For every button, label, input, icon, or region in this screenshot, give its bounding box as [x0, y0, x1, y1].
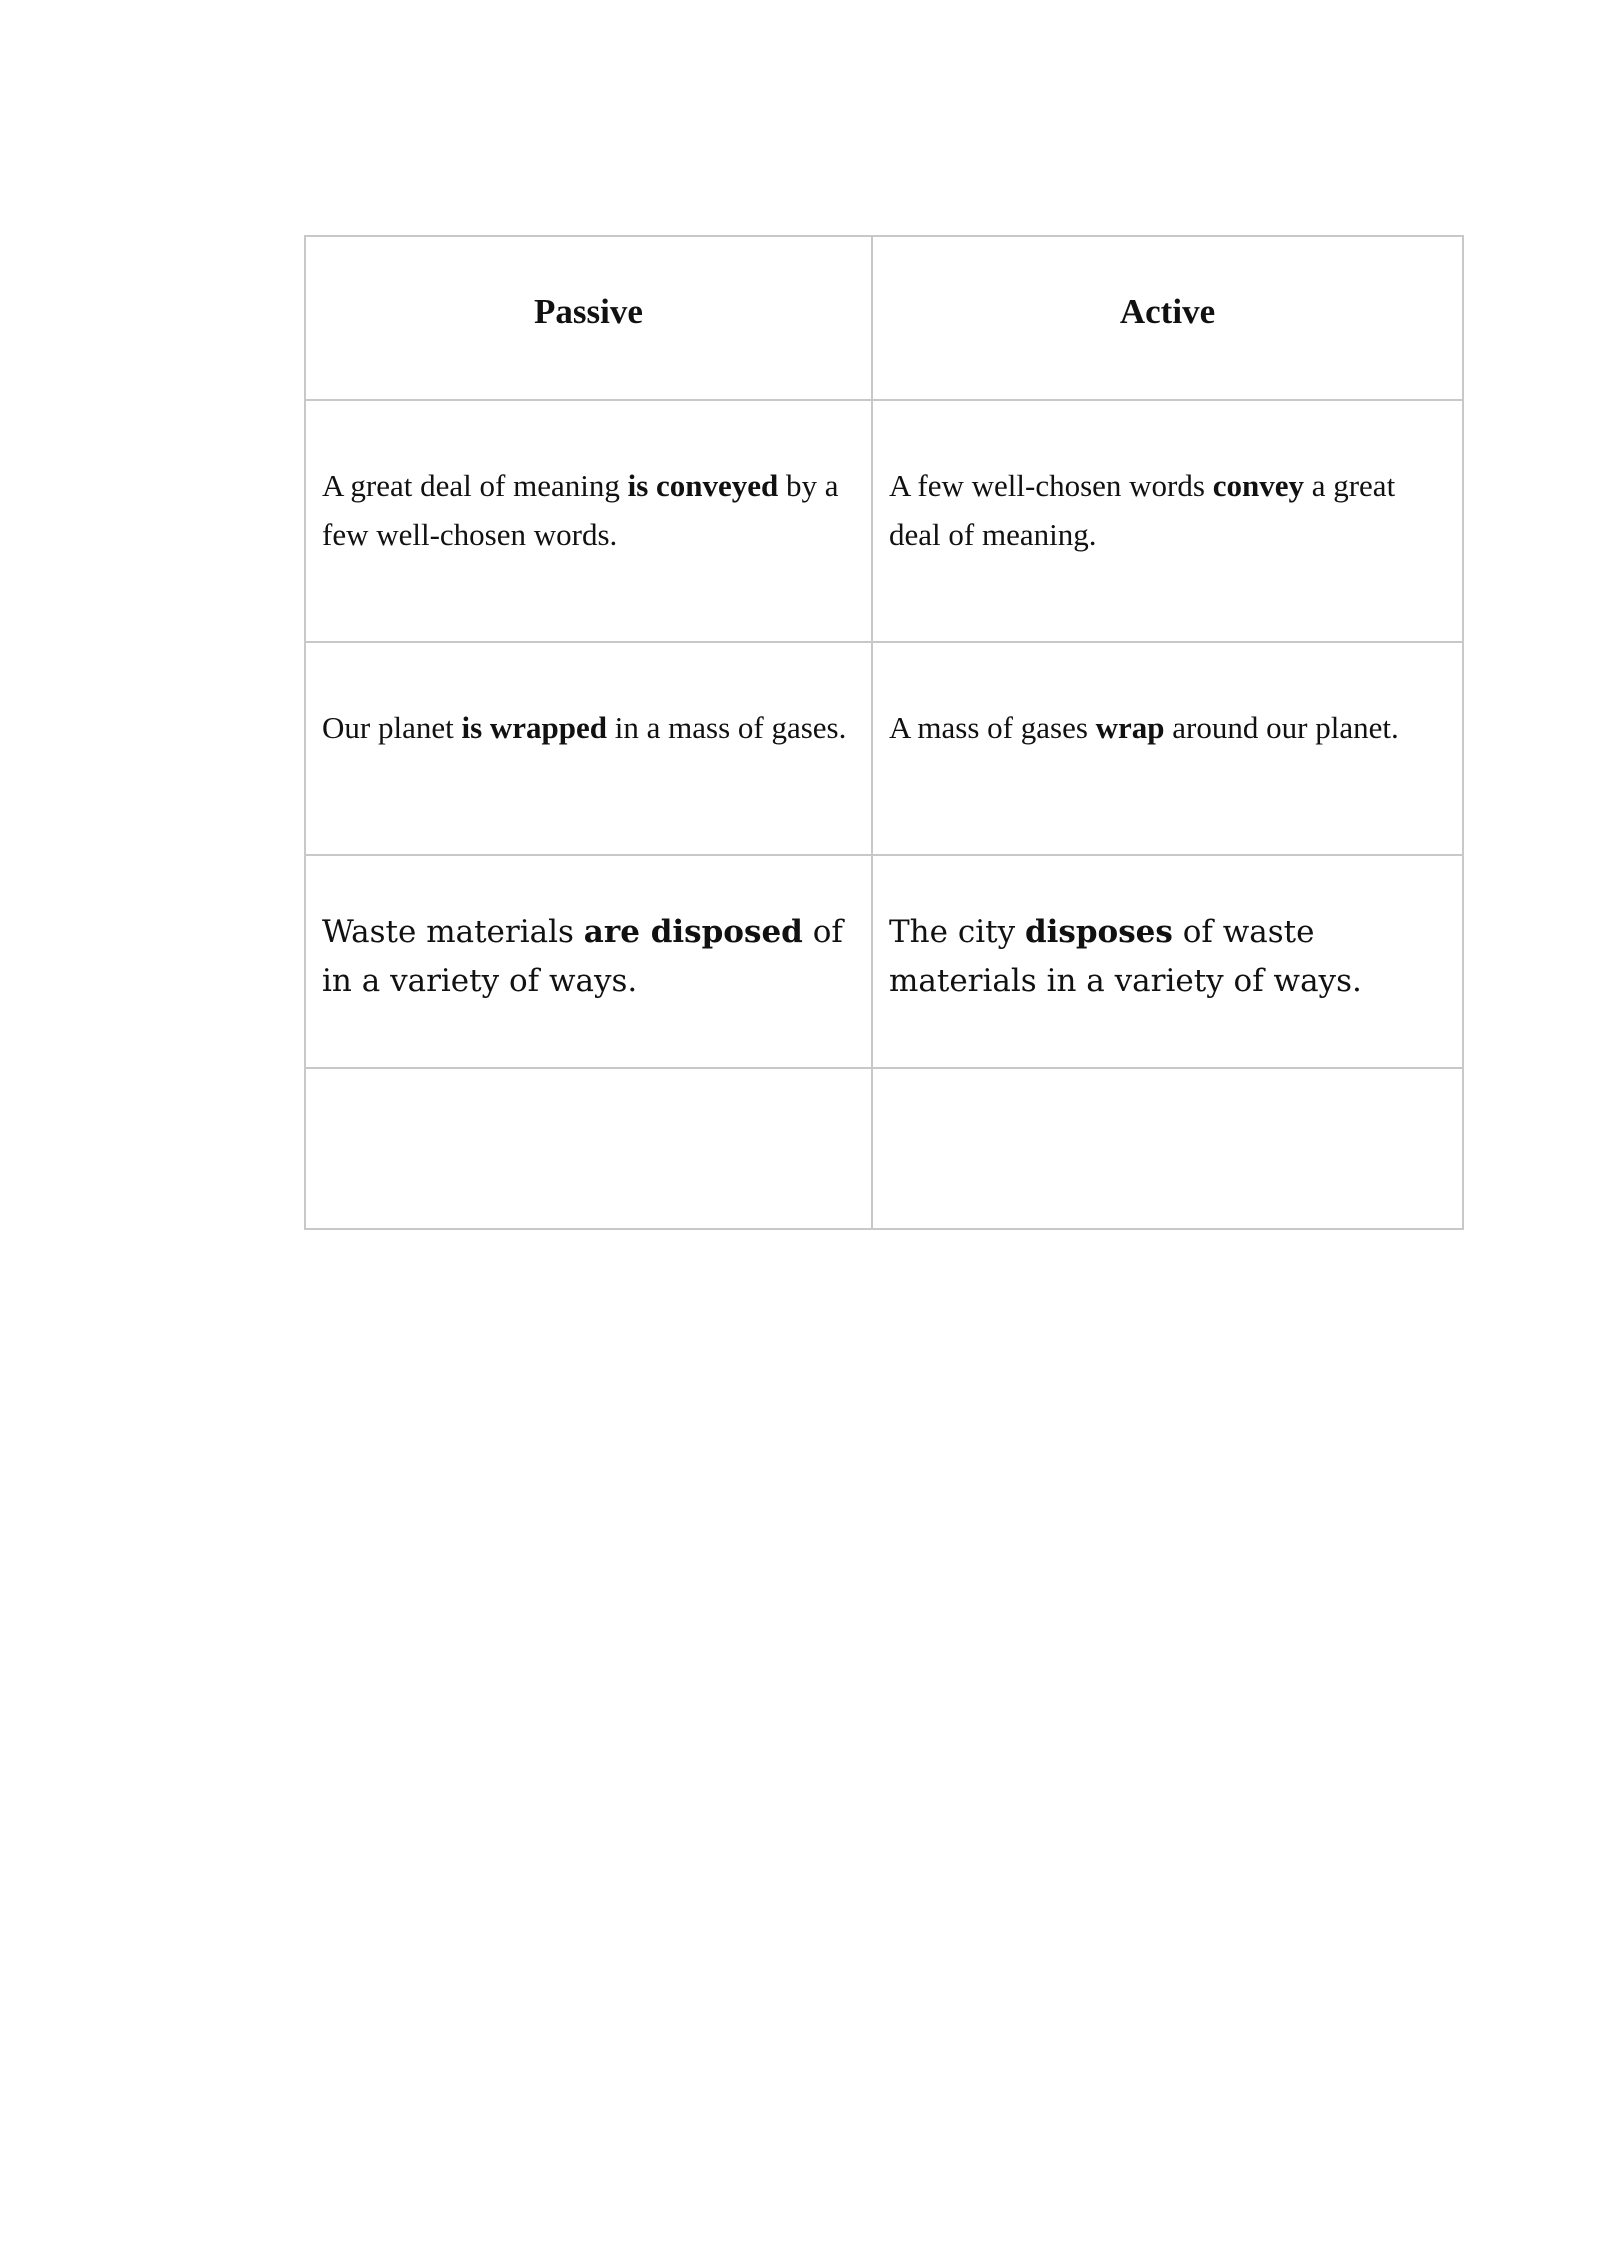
sentence-text: A great deal of meaning	[322, 468, 628, 503]
verb-phrase: is conveyed	[627, 468, 779, 503]
verb-phrase: is wrapped	[461, 710, 608, 745]
sentence-text: of waste materials in a variety of ways.	[889, 914, 1362, 999]
table-header-row	[305, 236, 1463, 400]
sentence-text: A mass of gases	[889, 710, 1096, 745]
verb-phrase: wrap	[1095, 710, 1165, 745]
passive-sentence-cell	[305, 642, 872, 855]
sentence-text: in a mass of gases.	[607, 710, 847, 745]
sentence-text: by a few well-chosen words.	[322, 468, 839, 552]
sentence-text: a great deal of meaning.	[889, 468, 1396, 552]
active-sentence-cell	[872, 400, 1463, 642]
passive-sentence-cell-empty	[305, 1068, 872, 1229]
passive-active-table	[304, 235, 1464, 1230]
sentence-text: Waste materials	[322, 914, 584, 950]
sentence-text: The city	[889, 914, 1025, 950]
header-active: Active	[872, 236, 1463, 400]
sentence-text: Our planet	[322, 710, 462, 745]
verb-phrase: convey	[1212, 468, 1304, 503]
sentence-text: of in a variety of ways.	[322, 914, 843, 999]
verb-phrase: are disposed	[583, 914, 803, 950]
passive-sentence-cell	[305, 855, 872, 1068]
header-passive: Passive	[305, 236, 872, 400]
active-sentence-cell	[872, 642, 1463, 855]
sentence-text: around our planet.	[1164, 710, 1399, 745]
table-row	[305, 400, 1463, 642]
table-row-empty	[305, 1068, 1463, 1229]
verb-phrase: disposes	[1024, 914, 1173, 950]
active-sentence-cell	[872, 855, 1463, 1068]
active-sentence-cell-empty	[872, 1068, 1463, 1229]
passive-sentence-cell	[305, 400, 872, 642]
sentence-text: A few well-chosen words	[889, 468, 1213, 503]
table-row	[305, 855, 1463, 1068]
table-row	[305, 642, 1463, 855]
